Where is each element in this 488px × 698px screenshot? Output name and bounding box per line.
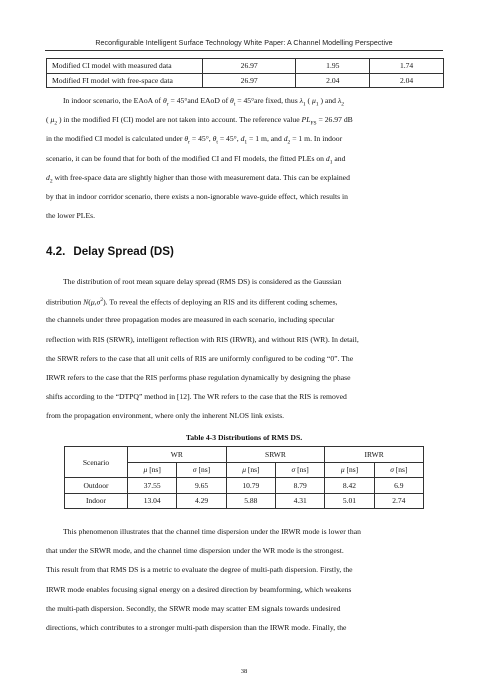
table-cell: Modified FI model with free-space data (47, 73, 203, 88)
table-row (65, 478, 424, 494)
table-cell: 26.97 (203, 59, 296, 74)
table-header-cell: WR (128, 447, 227, 463)
table-cell: 2.04 (370, 73, 444, 88)
running-header: Reconfigurable Intelligent Surface Technology White Paper: A Channel Modelling Perspective (95, 39, 393, 47)
table-cell: 10.79 (226, 478, 275, 494)
table-cell: 4.29 (177, 493, 226, 509)
table-row (47, 59, 444, 74)
header-rule (45, 50, 443, 51)
table-header-cell: Scenario (65, 447, 128, 478)
table-row (65, 493, 424, 509)
table-header-cell: σ [ns] (177, 462, 226, 478)
table-cell: 8.42 (325, 478, 374, 494)
table-cell: Indoor (65, 493, 128, 509)
table-cell: 5.01 (325, 493, 374, 509)
table-cell: 1.74 (370, 59, 444, 74)
table-header-cell: σ [ns] (276, 462, 325, 478)
table-row (65, 447, 424, 463)
table-header-cell: μ [ns] (128, 462, 177, 478)
page-number: 38 (240, 668, 248, 675)
table-cell: 1.95 (296, 59, 370, 74)
table-cell: 2.04 (296, 73, 370, 88)
table-header-cell: IRWR (325, 447, 424, 463)
table-cell: 5.88 (226, 493, 275, 509)
table-cell: 4.31 (276, 493, 325, 509)
table-cell: 13.04 (128, 493, 177, 509)
paragraph-delay-spread: The distribution of root mean square delay spread (RMS DS) is considered as the Gaussian distribution $N(\mu,\sigma^2)$. To reveal the effects of deploying an RIS and its different coding schemes, the channels under three propagation modes are measured in each scenario, including specular reflection with RIS (SRWR), intelligent reflection with RIS (IRWR), and without RIS (WR). In detail, the SRWR refers to the case that all unit cells of RIS are uniformly configured to be coding “0”. The IRWR refers to the case that the RIS performs phase regulation dynamically by designing the phase shifts according to the “DTPQ” method in [12]. The WR refers to the case that the RIS is removed from the propagation environment, where only the inherent NLOS link exists. (46, 277, 359, 421)
table-cell: 9.65 (177, 478, 226, 494)
paragraph-dispersion-analysis: This phenomenon illustrates that the channel time dispersion under the IRWR mode is lower than that under the SRWR mode, and the channel time dispersion under the WR mode is the strongest. This result from that RMS DS is a metric to evaluate the degree of multi-path dispersion. Firstly, the IRWR mode enables focusing signal energy on a desired direction by beamforming, which weakens the multi-path dispersion. Secondly, the SRWR mode may scatter EM signals towards undesired directions, which contributes to a stronger multi-path dispersion than the IRWR mode. Finally, the (46, 527, 361, 632)
table-caption: Table 4-3 Distributions of RMS DS. (185, 433, 303, 442)
section-heading: 4.2. Delay Spread (DS) (46, 245, 174, 258)
table-cell: 2.74 (374, 493, 423, 509)
model-parameter-table (46, 58, 444, 88)
table-row (47, 73, 444, 88)
table-cell: 6.9 (374, 478, 423, 494)
paragraph-indoor-scenario: In indoor scenario, the EAoA of $\theta_r = 45^\circ and$ EAoD of $\theta_t = 45^\circ are$ fixed, thus $\lambda_1$ ( $\mu_1$ ) and $\lambda_2$ ( $\mu_2$ ) in the modified FI (CI) model are not taken into account. The reference value $PL_{FS} = 26.97$ dB in the modified CI model is calculated under $\theta_r = 45^\circ$, $\theta_t = 45^\circ$, $d_1 = 1$ m, and $d_2 = 1$ m. In indoor scenario, it can be found that for both of the modified CI and FI models, the fitted PLEs on $d_1$ and $d_2$ with free-space data are slightly higher than those with measurement data. This can be explained by that in indoor corridor scenario, there exists a non-ignorable wave-guide effect, which results in the lower PLEs. (46, 96, 353, 221)
table-header-cell: SRWR (226, 447, 325, 463)
table-header-cell: μ [ns] (325, 462, 374, 478)
table-header-cell: σ [ns] (374, 462, 423, 478)
table-cell: Outdoor (65, 478, 128, 494)
table-cell: 37.55 (128, 478, 177, 494)
table-header-cell: μ [ns] (226, 462, 275, 478)
table-cell: 8.79 (276, 478, 325, 494)
rms-ds-table (64, 446, 424, 509)
table-cell: 26.97 (203, 73, 296, 88)
table-cell: Modified CI model with measured data (47, 59, 203, 74)
